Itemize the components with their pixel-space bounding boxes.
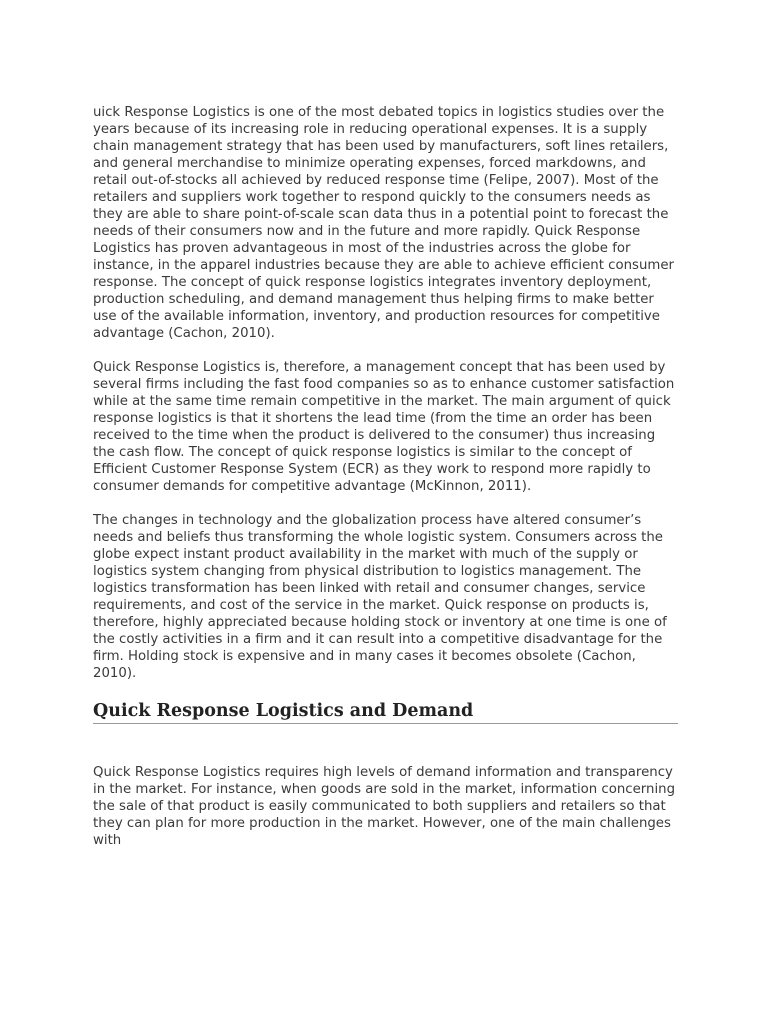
section-paragraph: Quick Response Logistics requires high levels of demand information and transparency in the market. For instance, when goods are sold in the market, information concerning the sale of that product is easily communicated to both suppliers and retailers so that they can plan for more production in the market. However, one of the main challenges with <box>93 765 676 848</box>
body-paragraph-1: uick Response Logistics is one of the most debated topics in logistics studies over the years because of its increasing role in reducing operational expenses. It is a supply chain management strategy that has been used by manufacturers, soft lines retailers, and general merchandise to minimize operating expenses, forced markdowns, and retail out-of-stocks all achieved by reduced response time (Felipe, 2007). Most of the retailers and suppliers work together to respond quickly to the consumers needs as they are able to share point-of-scale scan data thus in a potential point to forecast the needs of their consumers now and in the future and more rapidly. Quick Response Logistics has proven advantageous in most of the industries across the globe for instance, in the apparel industries because they are able to achieve efficient consumer response. The concept of quick response logistics integrates inventory deployment, production scheduling, and demand management thus helping firms to make better use of the available information, inventory, and production resources for competitive advantage (Cachon, 2010). <box>93 105 674 341</box>
document-page <box>93 104 678 866</box>
body-paragraph-2: Quick Response Logistics is, therefore, a management concept that has been used by several firms including the fast food companies so as to enhance customer satisfaction while at the same time remain competitive in the market. The main argument of quick response logistics is that it shortens the lead time (from the time an order has been received to the time when the product is delivered to the consumer) thus increasing the cash flow. The concept of quick response logistics is similar to the concept of Efficient Customer Response System (ECR) as they work to respond more rapidly to consumer demands for competitive advantage (McKinnon, 2011). <box>93 360 675 494</box>
body-paragraph-3: The changes in technology and the globalization process have altered consumer’s needs and beliefs thus transforming the whole logistic system. Consumers across the globe expect instant product availability in the market with much of the supply or logistics system changing from physical distribution to logistics management. The logistics transformation has been linked with retail and consumer changes, service requirements, and cost of the service in the market. Quick response on products is, therefore, highly appreciated because holding stock or inventory at one time is one of the costly activities in a firm and it can result into a competitive disadvantage for the firm. Holding stock is expensive and in many cases it becomes obsolete (Cachon, 2010). <box>93 513 667 681</box>
section-heading: Quick Response Logistics and Demand <box>93 700 678 724</box>
